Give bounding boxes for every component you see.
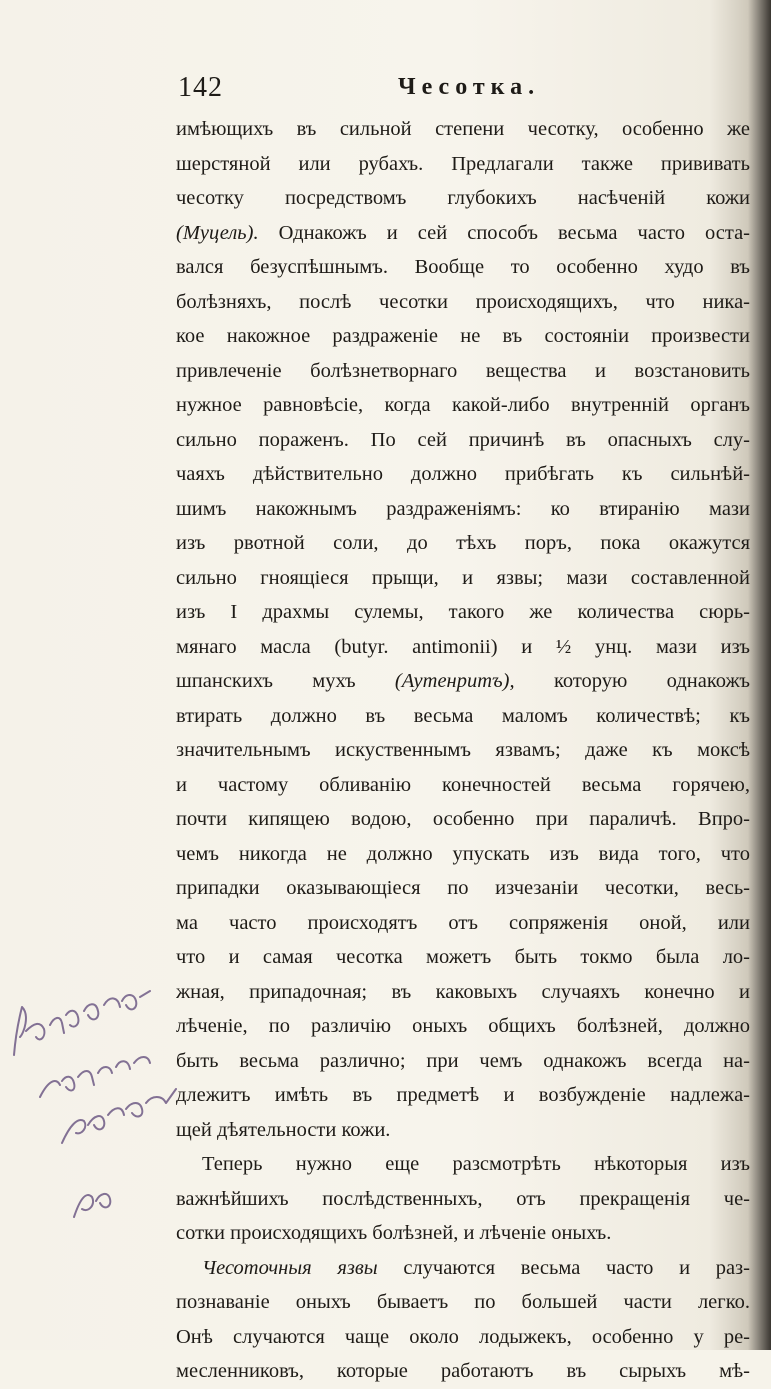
text-line: изъ I драхмы сулемы, такого же количества сюрь- [176, 601, 750, 623]
text-segment: которую однакожъ [514, 670, 750, 692]
text-line: значительнымъ искуственнымъ язвамъ; даже къ моксѣ [176, 739, 750, 761]
text-segment: случаются весьма часто и раз- [377, 1256, 750, 1279]
text-line: шерстяной или рубахъ. Предлагали также прививать [176, 152, 750, 175]
text-line: ма часто происходятъ отъ сопряженія оной, или [176, 911, 750, 934]
text-line: чемъ никогда не должно упускать изъ вида того, что [176, 842, 750, 865]
text-line: шимъ накожнымъ раздраженіямъ: ко втиранію мази [176, 497, 750, 520]
text-line: сильно пораженъ. По сей причинѣ въ опасныхъ слу- [176, 428, 750, 451]
text-line: жная, припадочная; въ каковыхъ случаяхъ конечно и [176, 980, 750, 1003]
text-line: припадки оказывающіеся по изчезаніи чесотки, весь- [176, 877, 750, 899]
body-text [176, 112, 750, 1389]
text-line: длежитъ имѣть въ предметѣ и возбужденіе надлежа- [176, 1084, 750, 1106]
page-header [178, 72, 738, 106]
text-line [176, 1251, 750, 1286]
text-line: почти кипящею водою, особенно при параличѣ. Впро- [176, 808, 750, 830]
text-line: быть весьма различно; при чемъ однакожъ всегда на- [176, 1049, 750, 1072]
text-line: вался безуспѣшнымъ. Вообще то особенно худо въ [176, 256, 750, 278]
text-line: лѣченіе, по различію оныхъ общихъ болѣзней, должно [176, 1015, 750, 1037]
margin-handwriting [0, 985, 180, 1245]
italic-citation: (Муцель). [176, 221, 259, 244]
handwritten-scribble [0, 985, 180, 1245]
text-line: щей дѣятельности кожи. [176, 1118, 391, 1141]
text-line: сотки происходящихъ болѣзней, и лѣченіе оныхъ. [176, 1222, 612, 1244]
text-line: Онѣ случаются чаще около лодыжекъ, особенно у ре- [176, 1325, 750, 1348]
text-segment: шпанскихъ мухъ [176, 670, 395, 692]
italic-citation: (Аутенритъ), [394, 670, 515, 692]
text-line: сильно гноящіеся прыщи, и язвы; мази составленной [176, 566, 750, 589]
italic-citation: Чесоточныя язвы [202, 1256, 378, 1279]
text-line: чесотку посредствомъ глубокихъ насѣченій кожи [176, 187, 750, 209]
text-line: Теперь нужно еще разсмотрѣть нѣкоторыя изъ [202, 1153, 750, 1175]
text-line: месленниковъ, которые работаютъ въ сырыхъ мѣ- [176, 1360, 750, 1382]
text-line: и частому обливанію конечностей весьма горячею, [176, 773, 750, 796]
text-line [176, 664, 750, 699]
text-line: познаваніе оныхъ бываетъ по большей части легко. [176, 1291, 750, 1313]
text-line: имѣющихъ въ сильной степени чесотку, особенно же [176, 118, 750, 140]
text-line: кое накожное раздраженіе не въ состояніи произвести [176, 325, 750, 347]
text-line: мянаго масла (butyr. antimonii) и ½ унц. мази изъ [176, 635, 750, 658]
text-line: важнѣйшихъ послѣдственныхъ, отъ прекращенія че- [176, 1187, 750, 1210]
text-line: нужное равновѣсіе, когда какой-либо внутренній органъ [176, 394, 750, 416]
text-line: привлеченіе болѣзнетворнаго вещества и возстановить [176, 359, 750, 382]
page-number: 142 [178, 72, 223, 103]
running-head: Чесотка. [398, 74, 541, 100]
text-line: втирать должно въ весьма маломъ количествѣ; къ [176, 704, 750, 727]
text-line: что и самая чесотка можетъ быть токмо была ло- [176, 946, 750, 968]
text-line: изъ рвотной соли, до тѣхъ поръ, пока окажутся [176, 532, 750, 554]
text-segment: Однакожъ и сей способъ весьма часто оста- [258, 221, 750, 244]
text-line: болѣзняхъ, послѣ чесотки происходящихъ, что ника- [176, 290, 750, 313]
text-line [176, 216, 750, 251]
text-line: чаяхъ дѣйствительно должно прибѣгать къ сильнѣй- [176, 463, 750, 485]
